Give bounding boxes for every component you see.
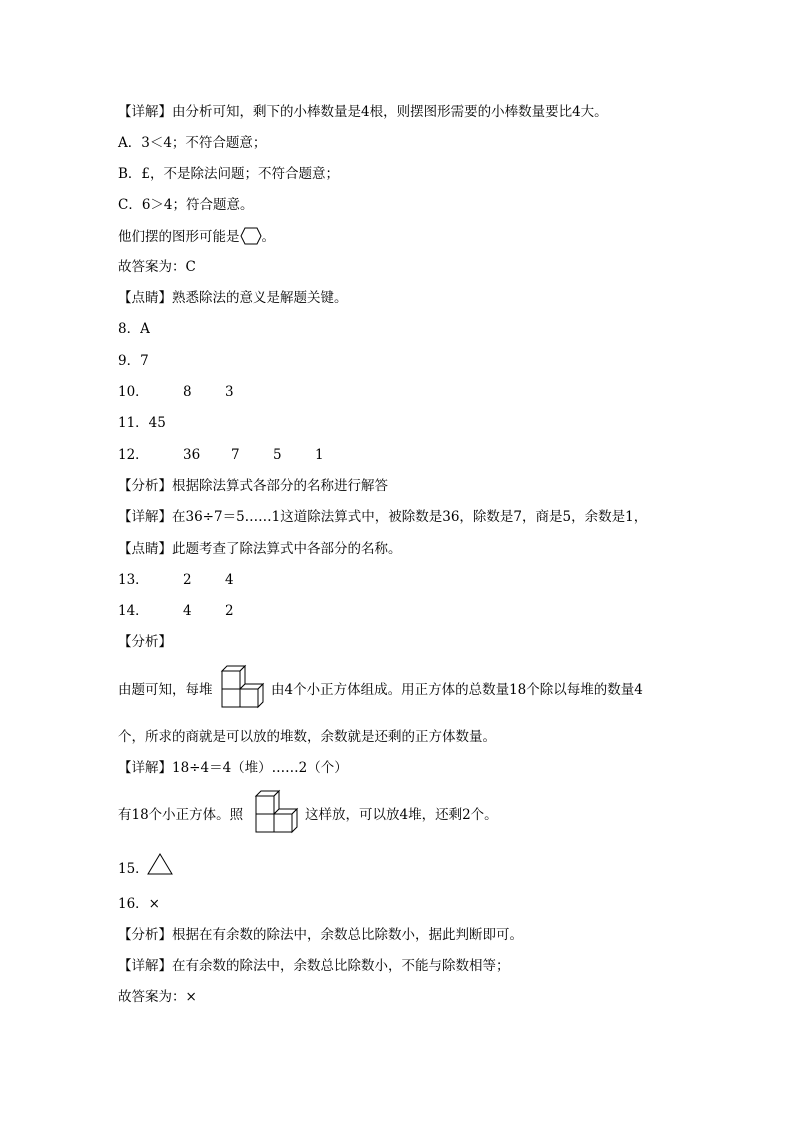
shape-conclusion-text: 他们摆的图形可能是 [118, 229, 240, 245]
detail-line-1: 【详解】由分析可知，剩下的小棒数量是4根，则摆图形需要的小棒数量要比4大。 [118, 104, 608, 120]
analysis-line-14b: 由4个小正方体组成。用正方体的总数量18个除以每堆的数量4 [271, 682, 643, 698]
analysis-heading-14: 【分析】 [118, 634, 172, 650]
answer-10-value: 3 [225, 384, 234, 400]
shape-conclusion [118, 227, 275, 246]
analysis-line-14c: 个，所求的商就是可以放的堆数，余数就是还剩的正方体数量。 [118, 729, 496, 745]
detail-line-14b: 这样放，可以放4堆，还剩2个。 [305, 807, 498, 823]
analysis-line-14a: 由题可知，每堆 [118, 682, 213, 698]
answer-10-label: 10． [118, 384, 149, 400]
answer-8: 8．A [118, 321, 150, 337]
option-c: C．6＞4；符合题意。 [118, 197, 254, 213]
answer-13-label: 13． [118, 572, 149, 588]
detail-line-14a: 有18个小正方体。照 [118, 807, 244, 823]
answer-12-value: 1 [315, 447, 324, 463]
triangle-icon [146, 852, 174, 876]
detail-line-16: 【详解】在有余数的除法中，余数总比除数小，不能与除数相等； [118, 958, 510, 974]
cube-stack-figure [250, 789, 304, 837]
analysis-line-16: 【分析】根据在有余数的除法中，余数总比除数小，据此判断即可。 [118, 927, 523, 943]
answer-13-value: 2 [183, 572, 192, 588]
answer-line-16: 故答案为：× [118, 989, 197, 1005]
answer-line: 故答案为：C [118, 259, 196, 275]
detail-equation-14: 【详解】18÷4＝4（堆）……2（个） [118, 760, 348, 776]
answer-12-value: 5 [273, 447, 282, 463]
answer-10-value: 8 [183, 384, 192, 400]
answer-12-value: 7 [231, 447, 240, 463]
answer-13-value: 4 [225, 572, 234, 588]
cube-stack-figure [216, 664, 270, 712]
option-b: B．£，不是除法问题；不符合题意； [118, 166, 340, 182]
answer-12-label: 12． [118, 447, 149, 463]
key-point-line: 【点睛】熟悉除法的意义是解题关键。 [118, 290, 348, 306]
answer-9: 9．7 [118, 353, 149, 369]
answer-12-value: 36 [183, 447, 201, 463]
answer-11: 11．45 [118, 415, 166, 431]
key-point-line-12: 【点睛】此题考查了除法算式中各部分的名称。 [118, 541, 402, 557]
answer-15-label: 15． [118, 861, 149, 877]
shape-conclusion-end: 。 [261, 229, 275, 245]
option-a: A．3＜4；不符合题意； [118, 135, 267, 151]
answer-14-value: 2 [225, 603, 234, 619]
analysis-line-12: 【分析】根据除法算式各部分的名称进行解答 [118, 478, 388, 494]
hexagon-icon [240, 227, 262, 245]
answer-16: 16．× [118, 896, 160, 912]
answer-14-label: 14． [118, 603, 149, 619]
detail-line-12: 【详解】在36÷7＝5……1这道除法算式中，被除数是36，除数是7，商是5，余数是1， [118, 509, 648, 525]
answer-14-value: 4 [183, 603, 192, 619]
